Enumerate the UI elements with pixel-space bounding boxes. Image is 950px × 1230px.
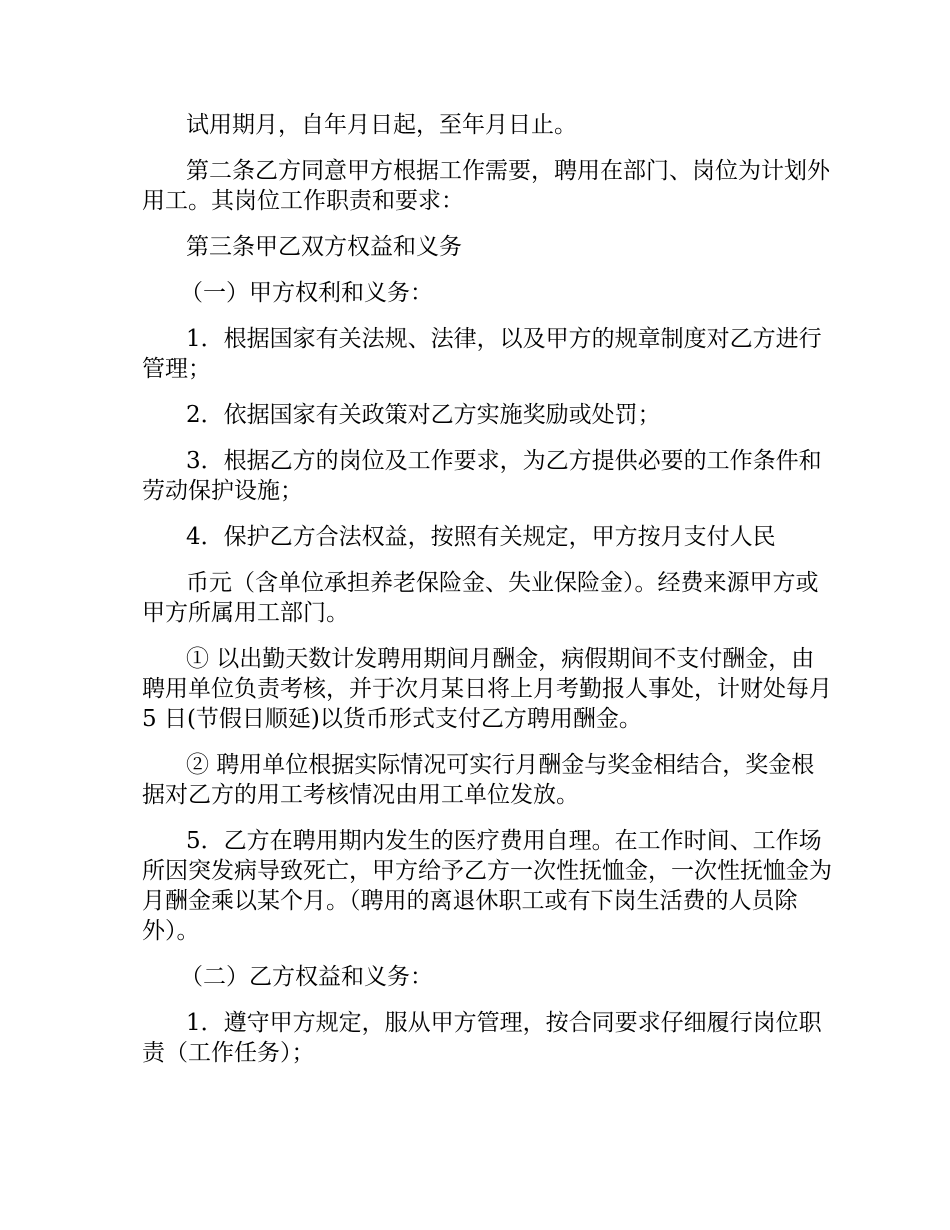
paragraph-party-a-heading: （一）甲方权利和义务： xyxy=(180,280,433,306)
paragraph-party-b-heading: （二）乙方权益和义务： xyxy=(180,964,433,990)
paragraph-article-2: 第二条乙方同意甲方根据工作需要，聘用在部门、岗位为计划外用工。其岗位工作职责和要求： xyxy=(142,158,830,214)
paragraph-party-a-item-2: 2．依据国家有关政策对乙方实施奖励或处罚； xyxy=(186,402,661,428)
paragraph-party-b-item-1: 1．遵守甲方规定，服从甲方管理，按合同要求仔细履行岗位职责（工作任务）； xyxy=(142,1010,822,1066)
paragraph-probation-period: 试用期月，自年月日起，至年月日止。 xyxy=(186,112,577,138)
paragraph-salary-rule-2: ② 聘用单位根据实际情况可实行月酬金与奖金相结合，奖金根据对乙方的用工考核情况由用工单位发放。 xyxy=(142,752,815,808)
paragraph-party-a-item-1: 1．根据国家有关法规、法律，以及甲方的规章制度对乙方进行管理； xyxy=(142,326,822,382)
document-body xyxy=(142,110,832,1084)
paragraph-party-a-item-4: 4．保护乙方合法权益，按照有关规定，甲方按月支付人民 xyxy=(186,524,776,550)
paragraph-party-a-item-5: 5．乙方在聘用期内发生的医疗费用自理。在工作时间、工作场所因突发病导致死亡，甲方给予乙方一次性抚恤金，一次性抚恤金为月酬金乘以某个月。（聘用的离退休职工或有下岗生活费的人员除外）。 xyxy=(142,828,832,944)
paragraph-party-a-item-3: 3．根据乙方的岗位及工作要求，为乙方提供必要的工作条件和劳动保护设施； xyxy=(142,448,822,504)
paragraph-salary-rule-1: ① 以出勤天数计发聘用期间月酬金，病假期间不支付酬金，由聘用单位负责考核，并于次月某日将上月考勤报人事处，计财处每月 5 日(节假日顺延)以货币形式支付乙方聘用酬金。 xyxy=(142,646,832,732)
paragraph-article-3-heading: 第三条甲乙双方权益和义务 xyxy=(186,234,462,260)
paragraph-party-a-item-4-cont: 币元（含单位承担养老保险金、失业保险金）。经费来源甲方或甲方所属用工部门。 xyxy=(142,570,819,626)
